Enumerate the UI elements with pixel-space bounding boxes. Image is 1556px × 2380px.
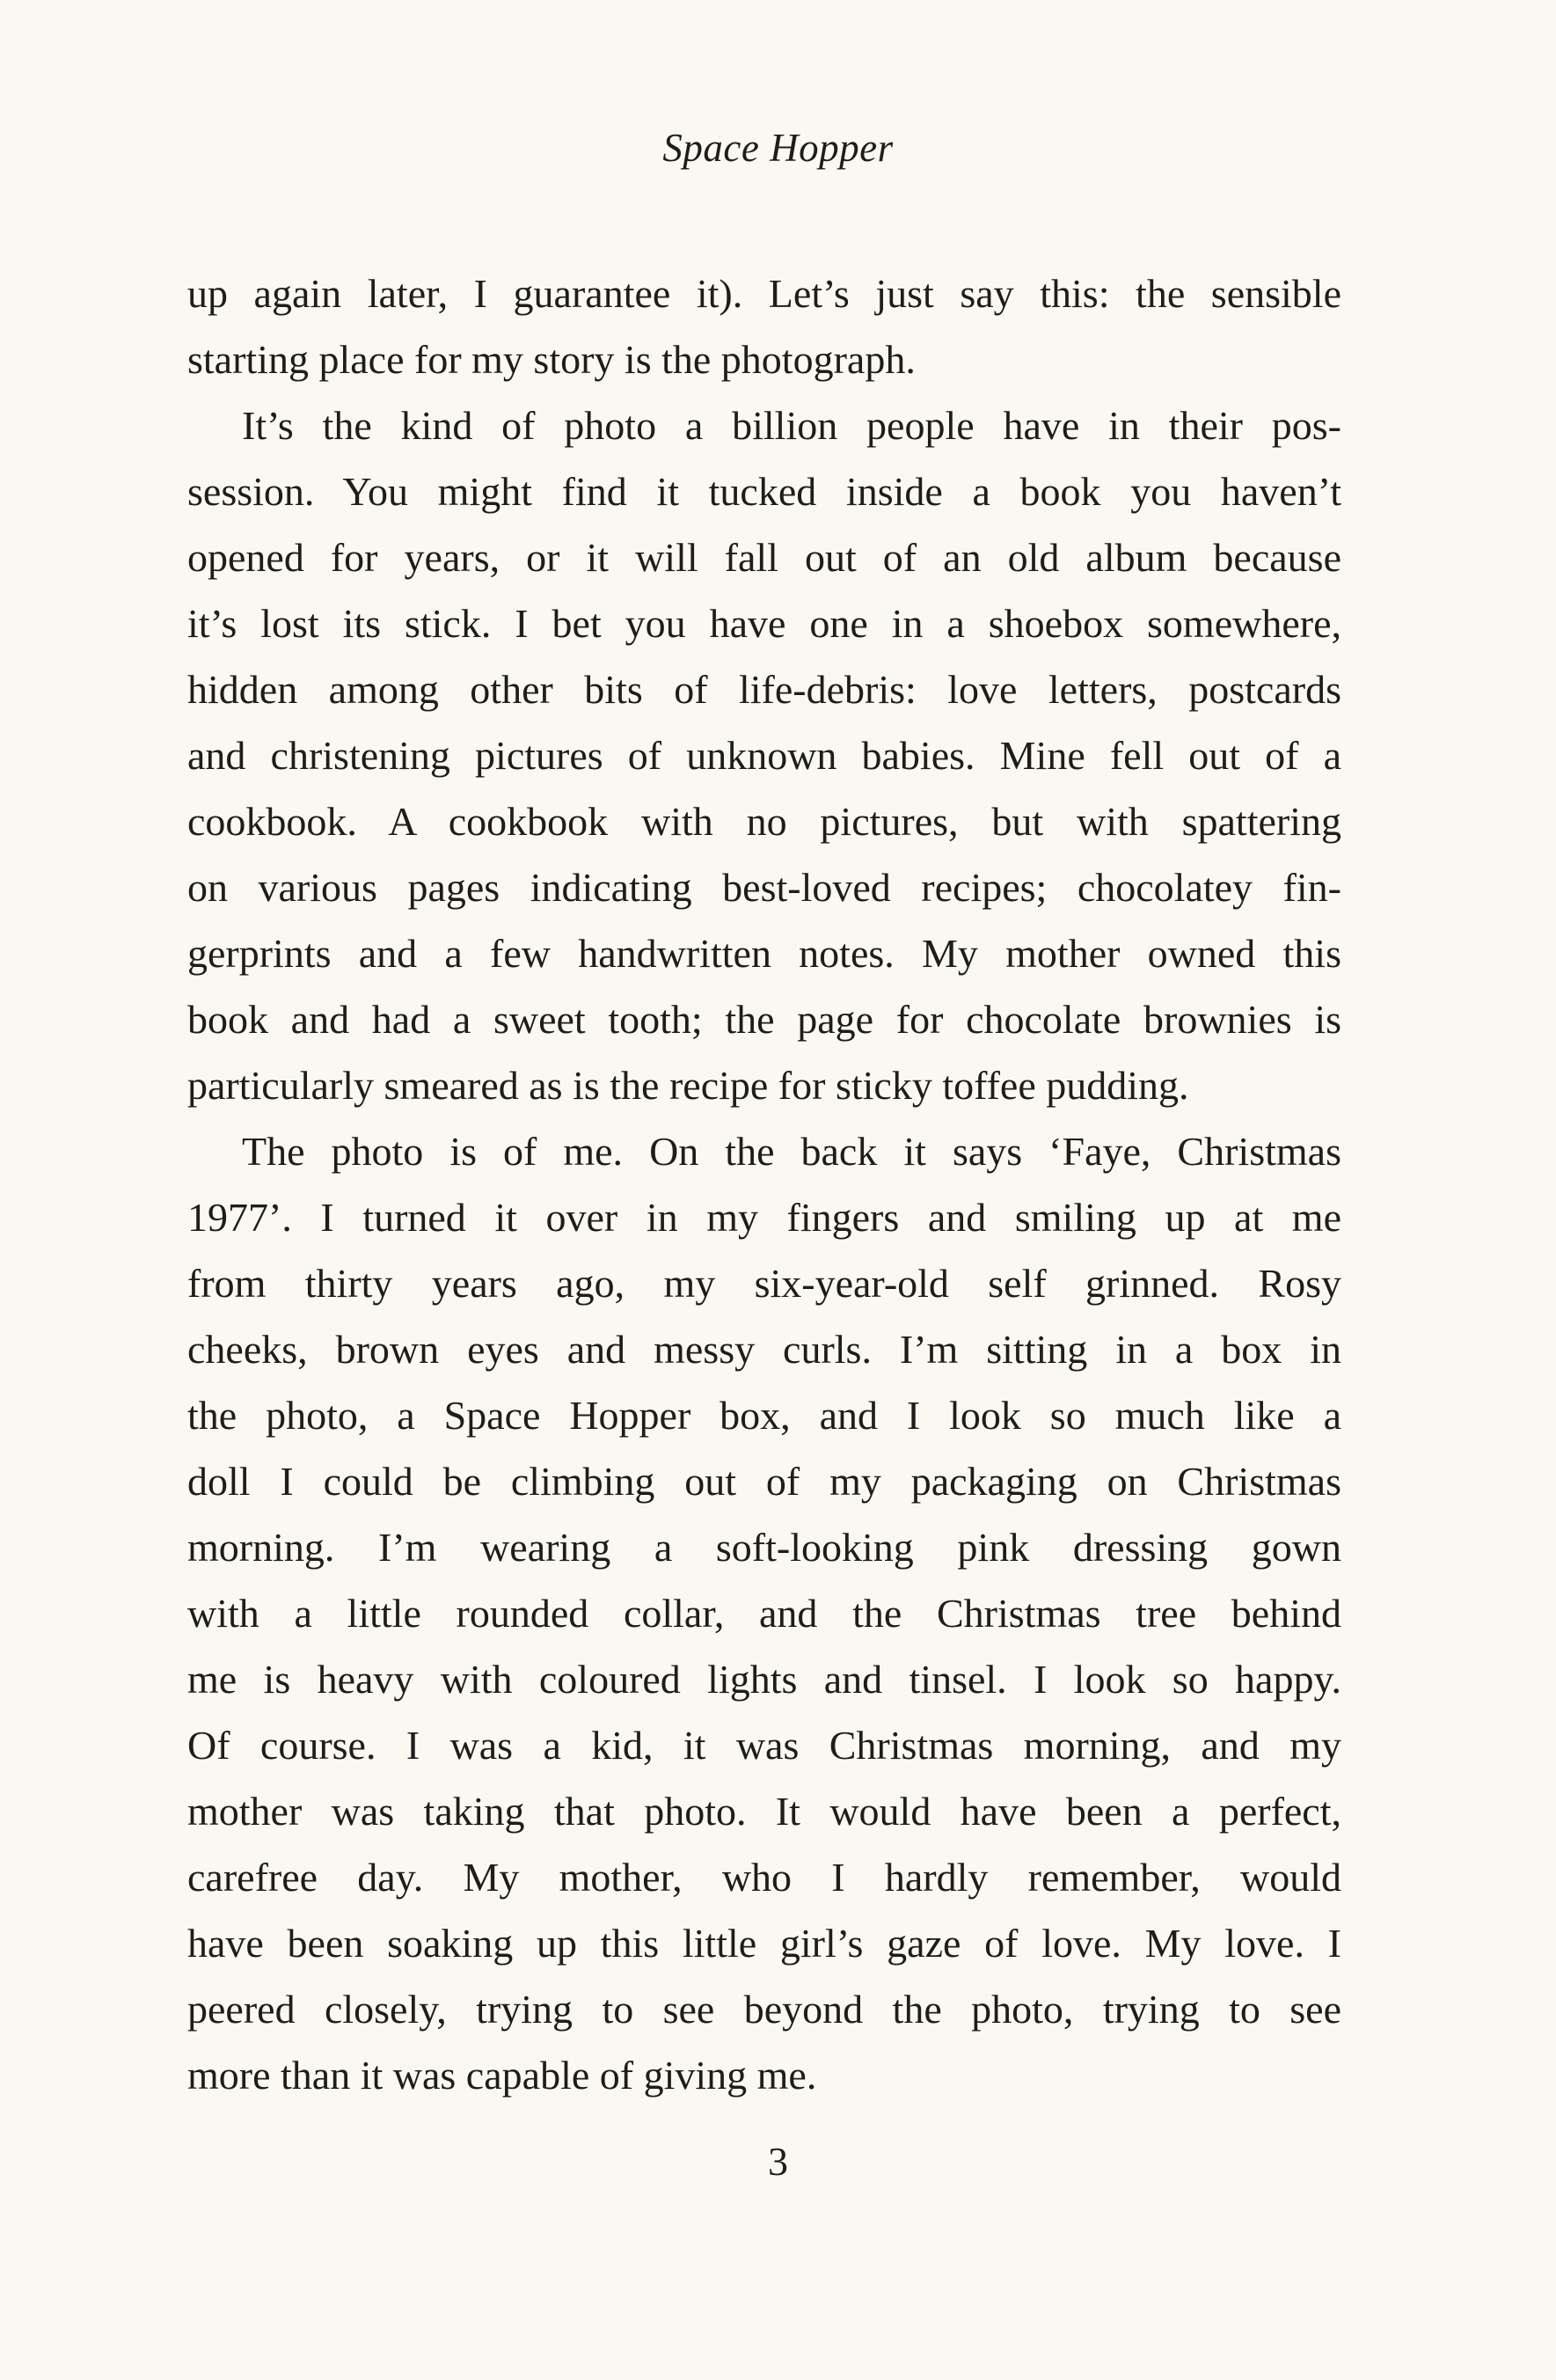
text-line: book and had a sweet tooth; the page for chocolate brownies is: [187, 997, 1341, 1042]
text-line: on various pages indicating best-loved recipes; chocolatey fin-: [187, 865, 1341, 910]
text-line: carefree day. My mother, who I hardly remember, would: [187, 1855, 1341, 1900]
text-line: and christening pictures of unknown babies. Mine fell out of a: [187, 733, 1341, 778]
text-line: morning. I’m wearing a soft-looking pink dressing gown: [187, 1525, 1341, 1570]
text-line: cheeks, brown eyes and messy curls. I’m sitting in a box in: [187, 1327, 1341, 1372]
text-line: have been soaking up this little girl’s gaze of love. My love. I: [187, 1921, 1341, 1966]
text-line: me is heavy with coloured lights and tinsel. I look so happy.: [187, 1657, 1341, 1702]
running-head: Space Hopper: [662, 126, 894, 170]
text-line: with a little rounded collar, and the Christmas tree behind: [187, 1591, 1341, 1636]
text-line: the photo, a Space Hopper box, and I look so much like a: [187, 1393, 1341, 1438]
text-line: from thirty years ago, my six-year-old self grinned. Rosy: [187, 1261, 1341, 1306]
text-line: starting place for my story is the photograph.: [187, 337, 916, 382]
paragraph-first-line: It’s the kind of photo a billion people have in their pos-: [242, 403, 1341, 448]
text-line: 1977’. I turned it over in my fingers and smiling up at me: [187, 1195, 1341, 1240]
text-line: more than it was capable of giving me.: [187, 2053, 817, 2098]
text-line: particularly smeared as is the recipe for sticky toffee pudding.: [187, 1063, 1189, 1108]
paragraph-first-line: The photo is of me. On the back it says ‘Faye, Christmas: [242, 1129, 1341, 1174]
page-number: 3: [768, 2139, 788, 2184]
text-line: gerprints and a few handwritten notes. My mother owned this: [187, 931, 1341, 976]
text-line: Of course. I was a kid, it was Christmas morning, and my: [187, 1723, 1341, 1768]
text-line: cookbook. A cookbook with no pictures, but with spattering: [187, 799, 1341, 844]
text-line: doll I could be climbing out of my packaging on Christmas: [187, 1459, 1341, 1504]
text-line: mother was taking that photo. It would have been a perfect,: [187, 1789, 1341, 1834]
text-line: opened for years, or it will fall out of an old album because: [187, 535, 1341, 580]
text-line: session. You might find it tucked inside a book you haven’t: [187, 469, 1341, 514]
text-line: hidden among other bits of life-debris: love letters, postcards: [187, 667, 1341, 712]
text-line: up again later, I guarantee it). Let’s just say this: the sensible: [187, 271, 1341, 316]
text-line: it’s lost its stick. I bet you have one in a shoebox somewhere,: [187, 601, 1341, 646]
body-text: [187, 260, 1341, 2108]
text-line: peered closely, trying to see beyond the photo, trying to see: [187, 1987, 1341, 2032]
